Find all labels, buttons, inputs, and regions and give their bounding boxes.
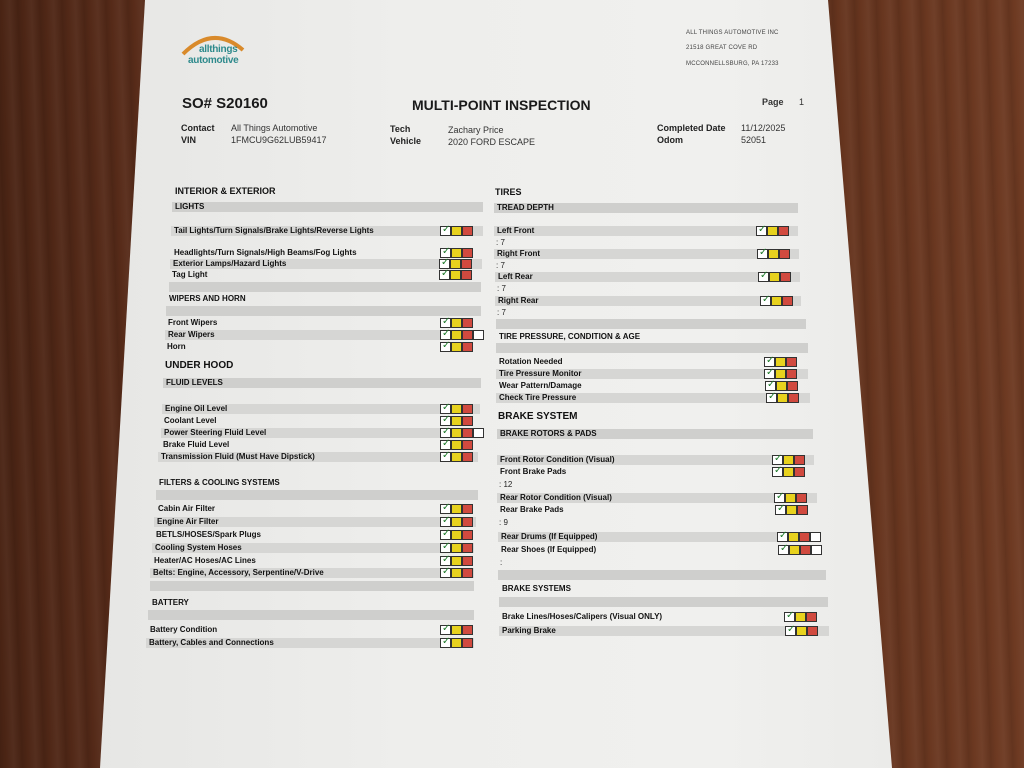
status-boxes <box>772 455 806 465</box>
table-row <box>153 530 475 540</box>
table-row <box>497 467 814 477</box>
table-row <box>151 556 473 566</box>
row-label: Brake Fluid Level <box>163 440 230 449</box>
blank-band <box>163 390 481 400</box>
table-row <box>171 226 483 236</box>
status-boxes <box>440 543 474 553</box>
wipers-subheading: WIPERS AND HORN <box>169 294 246 303</box>
row-label: Rear Drums (If Equipped) <box>501 532 598 541</box>
blank-band <box>156 490 478 500</box>
table-row <box>170 259 482 269</box>
table-row <box>146 638 474 648</box>
table-row <box>498 532 820 542</box>
status-boxes <box>440 517 474 527</box>
vehicle-value: 2020 FORD ESCAPE <box>448 137 536 147</box>
row-label: Transmission Fluid (Must Have Dipstick) <box>161 452 315 461</box>
status-boxes <box>440 428 485 438</box>
row-label: Horn <box>167 342 186 351</box>
table-row <box>496 357 808 367</box>
status-boxes <box>439 270 473 280</box>
contact-label: Contact <box>181 123 215 133</box>
table-row <box>165 318 480 328</box>
status-boxes <box>764 369 798 379</box>
status-boxes <box>765 381 799 391</box>
vehicle-label: Vehicle <box>390 136 422 146</box>
tread-note: : 7 <box>496 238 505 247</box>
tread-depth-subheading: TREAD DEPTH <box>494 203 798 213</box>
table-row <box>161 416 479 426</box>
row-label: Rear Shoes (If Equipped) <box>501 545 597 554</box>
vin-label: VIN <box>181 135 197 145</box>
table-row <box>497 505 817 515</box>
table-row <box>165 330 480 340</box>
brake-rotors-subheading: BRAKE ROTORS & PADS <box>497 429 813 439</box>
row-label: Battery, Cables and Connections <box>149 638 274 647</box>
table-row <box>494 249 799 259</box>
logo-text-bottom: automotive <box>188 55 239 66</box>
row-label: Front Rotor Condition (Visual) <box>500 455 615 464</box>
status-boxes <box>756 226 790 236</box>
lights-subheading: LIGHTS <box>172 202 483 212</box>
table-row <box>495 296 801 306</box>
status-boxes <box>440 404 474 414</box>
row-label: Engine Oil Level <box>165 404 228 413</box>
row-label: Parking Brake <box>502 626 556 635</box>
row-label: Coolant Level <box>164 416 217 425</box>
tech-value: Zachary Price <box>448 125 504 135</box>
interior-exterior-heading: INTERIOR & EXTERIOR <box>175 186 276 196</box>
row-label: Left Front <box>497 226 535 235</box>
blank-band <box>169 282 481 292</box>
blank-band <box>150 581 474 591</box>
status-boxes <box>440 330 485 340</box>
status-boxes <box>760 296 794 306</box>
company-zip: 17233 <box>761 61 779 67</box>
row-label: Check Tire Pressure <box>499 393 577 402</box>
table-row <box>496 393 810 403</box>
row-label: Right Rear <box>498 296 539 305</box>
tread-note: : 7 <box>497 284 506 293</box>
page-number: 1 <box>799 97 805 107</box>
table-row <box>162 404 480 414</box>
status-boxes <box>774 493 808 503</box>
status-boxes <box>440 530 474 540</box>
table-row <box>495 272 800 282</box>
row-label: Tail Lights/Turn Signals/Brake Lights/Reverse Lights <box>174 226 374 235</box>
table-row <box>154 517 476 527</box>
status-boxes <box>764 357 798 367</box>
page-title: MULTI-POINT INSPECTION <box>412 97 591 113</box>
table-row <box>169 270 481 280</box>
pad-note: : 9 <box>499 518 508 527</box>
completed-date-value: 11/12/2025 <box>741 123 786 133</box>
so-number: SO# S20160 <box>182 95 268 112</box>
status-boxes <box>440 440 474 450</box>
row-label: Belts: Engine, Accessory, Serpentine/V-Drive <box>153 568 324 577</box>
status-boxes <box>778 545 823 555</box>
status-boxes <box>784 612 818 622</box>
company-name: ALL THINGS AUTOMOTIVE INC <box>686 30 779 36</box>
completed-date-label: Completed Date <box>657 123 726 133</box>
row-label: Cooling System Hoses <box>155 543 242 552</box>
blank-band <box>148 610 474 620</box>
status-boxes <box>772 467 806 477</box>
vin-value: 1FMCU9G62LUB59417 <box>231 135 327 145</box>
row-label: Power Steering Fluid Level <box>164 428 267 437</box>
under-hood-heading: UNDER HOOD <box>165 360 234 371</box>
row-label: Front Brake Pads <box>500 467 567 476</box>
company-city: MCCONNELLSBURG, PA <box>686 61 760 67</box>
status-boxes <box>440 638 474 648</box>
status-boxes <box>440 226 474 236</box>
table-row <box>497 493 817 503</box>
row-label: Engine Air Filter <box>157 517 219 526</box>
brake-system-heading: BRAKE SYSTEM <box>498 411 578 422</box>
row-label: Exterior Lamps/Hazard Lights <box>173 259 287 268</box>
table-row <box>171 248 483 258</box>
table-row <box>147 625 474 635</box>
logo-text-top: allthings <box>199 44 238 55</box>
table-row <box>497 455 814 465</box>
table-row <box>164 342 479 352</box>
row-label: Right Front <box>497 249 541 258</box>
brake-systems-subheading: BRAKE SYSTEMS <box>502 584 571 593</box>
table-row <box>499 612 829 622</box>
row-label: Front Wipers <box>168 318 218 327</box>
status-boxes <box>440 416 474 426</box>
row-label: Rear Wipers <box>168 330 215 339</box>
row-label: Rear Rotor Condition (Visual) <box>500 493 612 502</box>
odom-value: 52051 <box>741 135 767 145</box>
tread-note: : 7 <box>496 261 505 270</box>
status-boxes <box>766 393 800 403</box>
row-label: Tire Pressure Monitor <box>499 369 582 378</box>
status-boxes <box>777 532 822 542</box>
status-boxes <box>440 318 474 328</box>
row-label: Battery Condition <box>150 625 218 634</box>
table-row <box>158 452 478 462</box>
tread-note: : 7 <box>497 308 506 317</box>
blank-band <box>166 306 481 316</box>
page-label: Page <box>762 97 784 107</box>
table-row <box>150 568 474 578</box>
odom-label: Odom <box>657 135 683 145</box>
status-boxes <box>785 626 819 636</box>
row-label: BETLS/HOSES/Spark Plugs <box>156 530 261 539</box>
status-boxes <box>758 272 792 282</box>
fluid-levels-subheading: FLUID LEVELS <box>163 378 481 388</box>
battery-subheading: BATTERY <box>152 598 189 607</box>
status-boxes <box>440 452 474 462</box>
row-label: Rotation Needed <box>499 357 563 366</box>
row-label: Wear Pattern/Damage <box>499 381 582 390</box>
status-boxes <box>440 568 474 578</box>
tire-pressure-subheading: TIRE PRESSURE, CONDITION & AGE <box>499 332 641 341</box>
table-row <box>496 381 809 391</box>
table-row <box>161 428 479 438</box>
status-boxes <box>440 556 474 566</box>
status-boxes <box>440 342 474 352</box>
blank-band <box>498 570 826 580</box>
blank-band <box>499 597 828 607</box>
table-row <box>155 504 477 514</box>
shoes-note: : <box>500 558 503 567</box>
table-row <box>499 626 829 636</box>
table-row <box>494 226 798 236</box>
status-boxes <box>757 249 791 259</box>
status-boxes <box>440 625 474 635</box>
row-label: Brake Lines/Hoses/Calipers (Visual ONLY) <box>502 612 663 621</box>
pad-note: : 12 <box>499 480 513 489</box>
row-label: Heater/AC Hoses/AC Lines <box>154 556 256 565</box>
blank-band <box>496 343 808 353</box>
row-label: Rear Brake Pads <box>500 505 564 514</box>
table-row <box>496 369 808 379</box>
tires-heading: TIRES <box>495 187 522 197</box>
row-label: Tag Light <box>172 270 208 279</box>
filters-subheading: FILTERS & COOLING SYSTEMS <box>159 478 280 487</box>
table-row <box>160 440 478 450</box>
blank-band <box>496 319 806 329</box>
contact-value: All Things Automotive <box>231 123 318 133</box>
table-row <box>498 545 820 555</box>
table-row <box>152 543 474 553</box>
row-label: Left Rear <box>498 272 533 281</box>
tech-label: Tech <box>390 124 411 134</box>
status-boxes <box>440 504 474 514</box>
status-boxes <box>775 505 809 515</box>
blank-band <box>497 441 813 451</box>
row-label: Headlights/Turn Signals/High Beams/Fog Lights <box>174 248 357 257</box>
row-label: Cabin Air Filter <box>158 504 216 513</box>
company-address: 21518 GREAT COVE RD <box>686 45 758 51</box>
